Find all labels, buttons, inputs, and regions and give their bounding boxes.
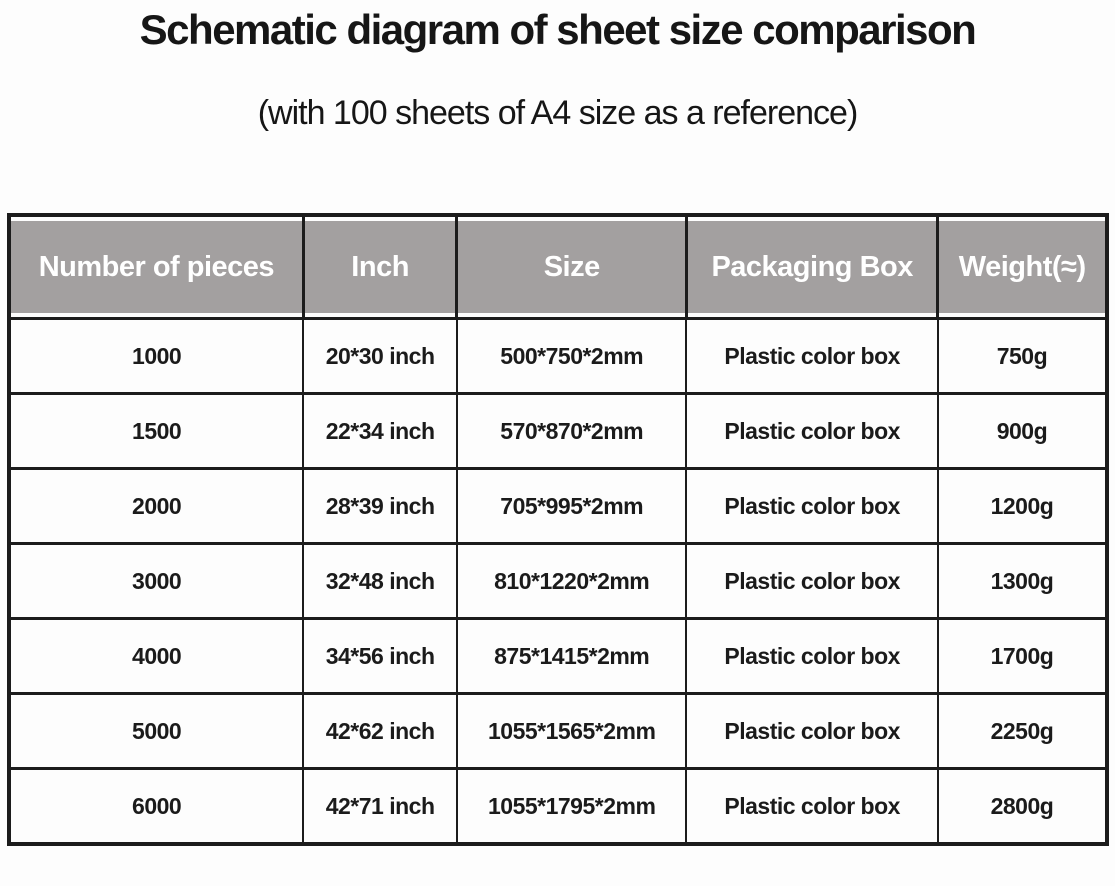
cell-packaging: Plastic color box (686, 469, 937, 544)
table-row (9, 394, 1107, 469)
col-header-number-of-pieces: Number of pieces (9, 215, 303, 319)
cell-inch: 42*62 inch (303, 694, 457, 769)
cell-inch: 42*71 inch (303, 769, 457, 845)
cell-size: 875*1415*2mm (457, 619, 686, 694)
cell-weight: 1700g (938, 619, 1107, 694)
cell-pieces: 3000 (9, 544, 303, 619)
cell-size: 1055*1795*2mm (457, 769, 686, 845)
cell-packaging: Plastic color box (686, 394, 937, 469)
cell-pieces: 4000 (9, 619, 303, 694)
table-row (9, 619, 1107, 694)
cell-packaging: Plastic color box (686, 319, 937, 394)
table-row (9, 544, 1107, 619)
table-row (9, 769, 1107, 845)
page-subtitle: (with 100 sheets of A4 size as a reference) (257, 94, 858, 132)
cell-packaging: Plastic color box (686, 694, 937, 769)
cell-size: 570*870*2mm (457, 394, 686, 469)
col-header-packaging-box: Packaging Box (686, 215, 937, 319)
cell-inch: 32*48 inch (303, 544, 457, 619)
cell-size: 810*1220*2mm (457, 544, 686, 619)
cell-size: 705*995*2mm (457, 469, 686, 544)
table-row (9, 469, 1107, 544)
col-header-size: Size (457, 215, 686, 319)
cell-inch: 34*56 inch (303, 619, 457, 694)
sheet-size-table (7, 213, 1109, 846)
cell-pieces: 1500 (9, 394, 303, 469)
cell-packaging: Plastic color box (686, 769, 937, 845)
cell-weight: 1300g (938, 544, 1107, 619)
cell-packaging: Plastic color box (686, 544, 937, 619)
page-title: Schematic diagram of sheet size comparison (139, 6, 976, 53)
header-row (9, 215, 1107, 319)
cell-inch: 20*30 inch (303, 319, 457, 394)
cell-inch: 28*39 inch (303, 469, 457, 544)
cell-pieces: 5000 (9, 694, 303, 769)
cell-size: 500*750*2mm (457, 319, 686, 394)
table-row (9, 319, 1107, 394)
cell-weight: 2250g (938, 694, 1107, 769)
cell-weight: 2800g (938, 769, 1107, 845)
cell-pieces: 6000 (9, 769, 303, 845)
cell-weight: 900g (938, 394, 1107, 469)
cell-packaging: Plastic color box (686, 619, 937, 694)
cell-pieces: 1000 (9, 319, 303, 394)
cell-weight: 1200g (938, 469, 1107, 544)
page (0, 6, 1115, 819)
cell-pieces: 2000 (9, 469, 303, 544)
col-header-weight: Weight(≈) (938, 215, 1107, 319)
table-body (9, 319, 1107, 845)
cell-inch: 22*34 inch (303, 394, 457, 469)
cell-size: 1055*1565*2mm (457, 694, 686, 769)
col-header-inch: Inch (303, 215, 457, 319)
table-header (9, 215, 1107, 319)
cell-weight: 750g (938, 319, 1107, 394)
table-row (9, 694, 1107, 769)
